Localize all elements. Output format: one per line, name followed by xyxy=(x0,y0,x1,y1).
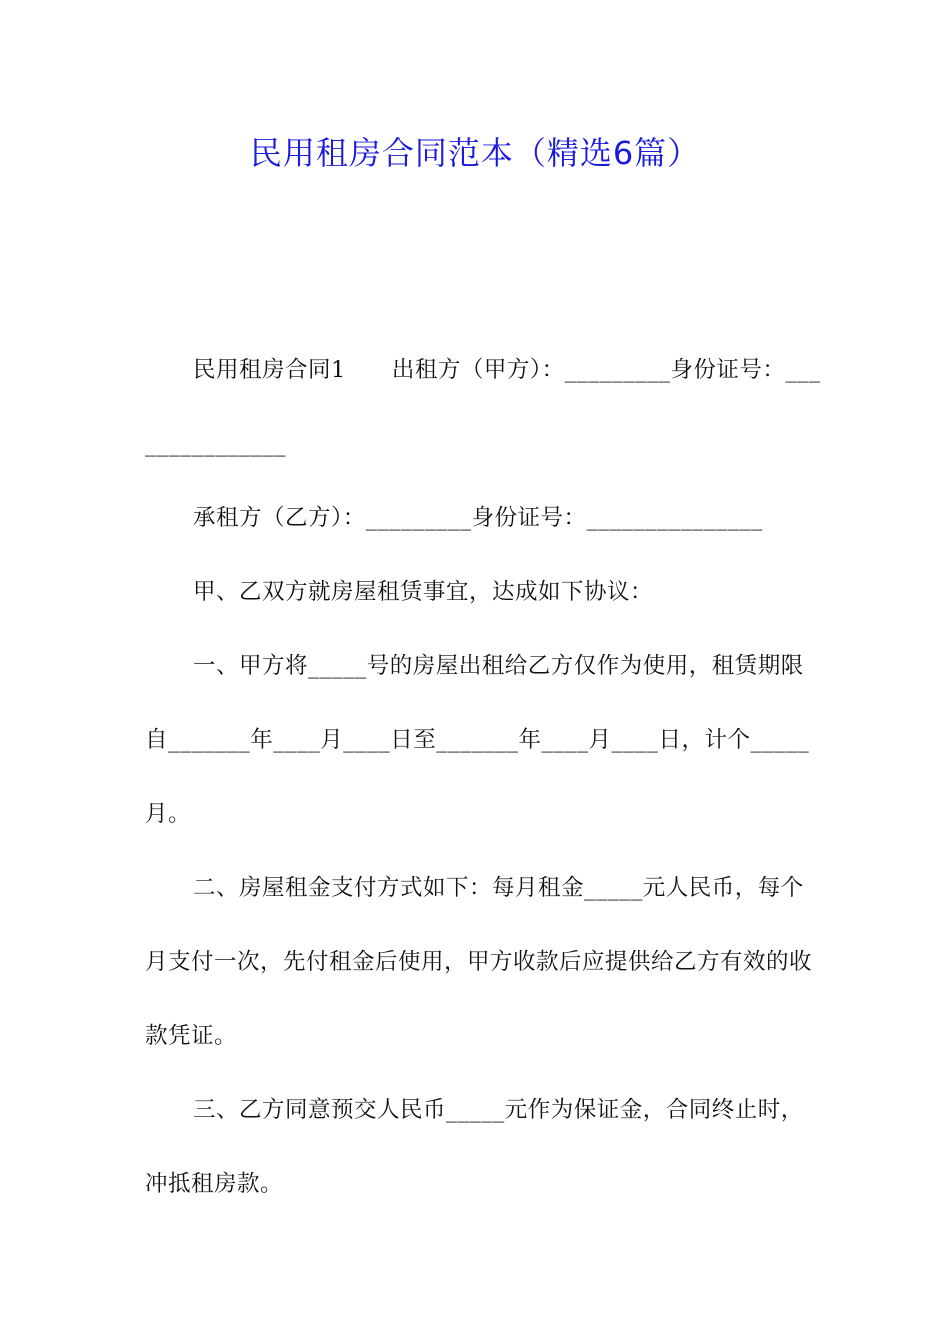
paragraph-clause-1: 一、甲方将_____号的房屋出租给乙方仅作为使用，租赁期限自_______年____月____日至_______年____月____日，计个_____月。 xyxy=(145,653,810,827)
paragraph-parties-lessee: 承租方（乙方）：_________身份证号：_______________ xyxy=(193,505,763,531)
paragraph-agreement-intro: 甲、乙双方就房屋租赁事宜，达成如下协议： xyxy=(193,579,654,605)
paragraph-clause-3: 三、乙方同意预交人民币_____元作为保证金，合同终止时，冲抵租房款。 xyxy=(145,1097,804,1197)
document-body xyxy=(145,333,825,1221)
paragraph-clause-2: 二、房屋租金支付方式如下：每月租金_____元人民币，每个月支付一次，先付租金后使用，甲方收款后应提供给乙方有效的收款凭证。 xyxy=(145,875,813,1049)
document-title: 民用租房合同范本（精选6篇） xyxy=(249,134,701,172)
paragraph-parties-lessor: 民用租房合同1 出租方（甲方）：_________身份证号：_______________ xyxy=(145,357,821,457)
